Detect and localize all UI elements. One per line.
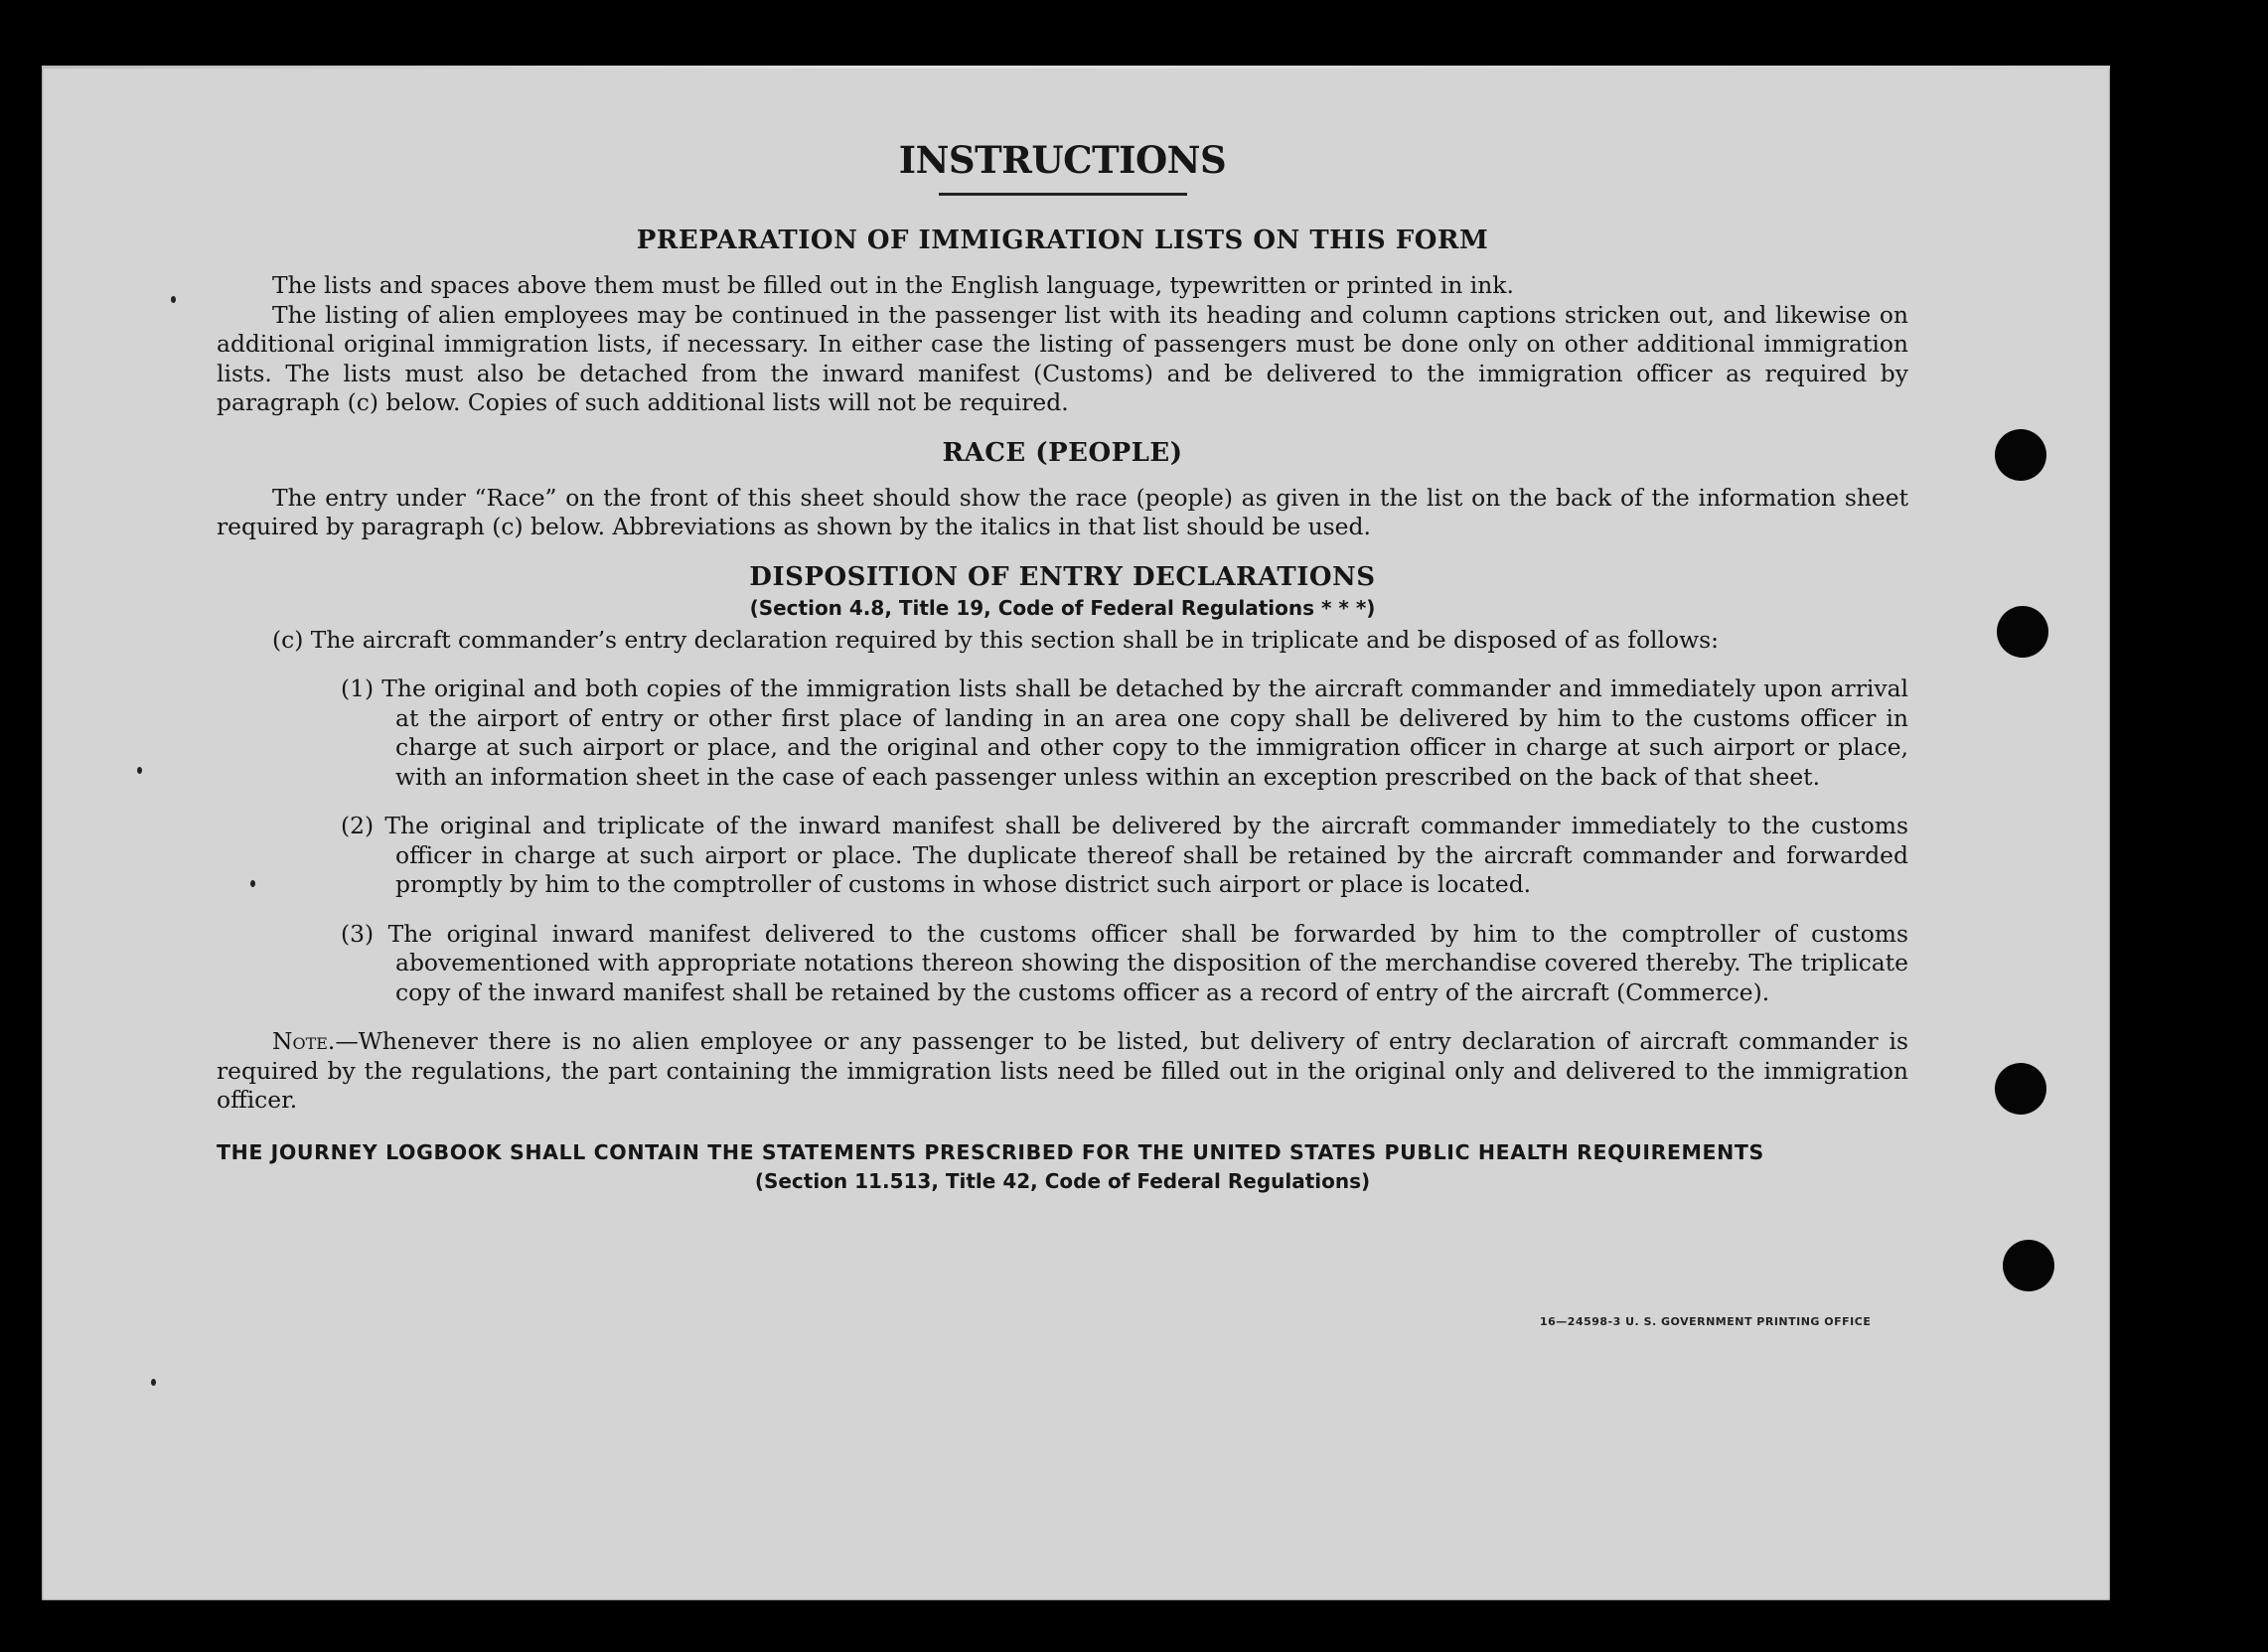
paragraph: The lists and spaces above them must be filled out in the English language, typewritten or printed in ink. [272, 271, 1514, 299]
document-body [217, 135, 1908, 1195]
list-item: (1) The original and both copies of the immigration lists shall be detached by the aircraft commander and immediately upon arrival at the airport of entry or other first place of landing in an area one copy shall be delivered by him to the customs officer in charge at such airport or place, and the original and other copy to the immigration officer in charge at such airport or place, with an information sheet in the case of each passenger unless within an exception prescribed on the back of that sheet. [341, 675, 1908, 791]
speck [151, 1379, 156, 1386]
list-item: (2) The original and triplicate of the inward manifest shall be delivered by the aircraft commander immediately to the customs officer in charge at such airport or place. The duplicate thereof shall be retained by the aircraft commander and forwarded promptly by him to the comptroller of customs in whose district such airport or place is located. [341, 812, 1908, 898]
speck [137, 767, 142, 774]
printer-imprint: 16—24598-3 U. S. GOVERNMENT PRINTING OFFICE [1540, 1315, 1872, 1328]
section-heading-disposition: DISPOSITION OF ENTRY DECLARATIONS [749, 561, 1376, 592]
list-item: (3) The original inward manifest delivered to the customs officer shall be forwarded by him to the comptroller of customs abovementioned with appropriate notations thereon showing the disposition of the merchandise covered thereby. The triplicate copy of the inward manifest shall be retained by the customs officer as a record of entry of the aircraft (Commerce). [341, 919, 1908, 1006]
health-statement: THE JOURNEY LOGBOOK SHALL CONTAIN THE STATEMENTS PRESCRIBED FOR THE UNITED STATES PUBLIC HEALTH REQUIREMENTS [217, 1139, 1764, 1164]
speck [171, 296, 176, 303]
section-heading-race: RACE (PEOPLE) [942, 437, 1183, 468]
note-text: —Whenever there is no alien employee or any passenger to be listed, but delivery of entry declaration of aircraft commander is required by the regulations, the part containing the immigration lists need be filled out in the original only and delivered to the immigration officer. [217, 1027, 1908, 1114]
document-title: INSTRUCTIONS [898, 138, 1227, 182]
note-paragraph [217, 1027, 1908, 1116]
section-citation: (Section 4.8, Title 19, Code of Federal Regulations * * *) [749, 595, 1376, 620]
health-citation: (Section 11.513, Title 42, Code of Federal Regulations) [754, 1168, 1371, 1193]
paragraph: The entry under “Race” on the front of this sheet should show the race (people) as given in the list on the back of the information sheet required by paragraph (c) below. Abbreviations as shown by the italics in that list should be used. [217, 483, 1908, 540]
paragraph: The listing of alien employees may be continued in the passenger list with its heading and column captions stricken out, and likewise on additional original immigration lists, if necessary. In either case the listing of passengers must be done only on other additional immigration lists. The lists must also be detached from the inward manifest (Customs) and be delivered to the immigration officer as required by paragraph (c) below. Copies of such additional lists will not be required. [217, 300, 1908, 416]
punch-hole [1995, 1063, 2046, 1115]
note-label: Note. [272, 1027, 336, 1055]
clause-c: (c) The aircraft commander’s entry declaration required by this section shall be in triplicate and be disposed of as follows: [272, 625, 1719, 654]
punch-hole [2003, 1240, 2054, 1291]
punch-hole [1995, 429, 2046, 481]
section-heading-preparation: PREPARATION OF IMMIGRATION LISTS ON THIS FORM [636, 225, 1489, 255]
punch-hole [1997, 606, 2048, 658]
document-sheet [42, 66, 2110, 1600]
sheet-top-edge [42, 66, 2110, 69]
